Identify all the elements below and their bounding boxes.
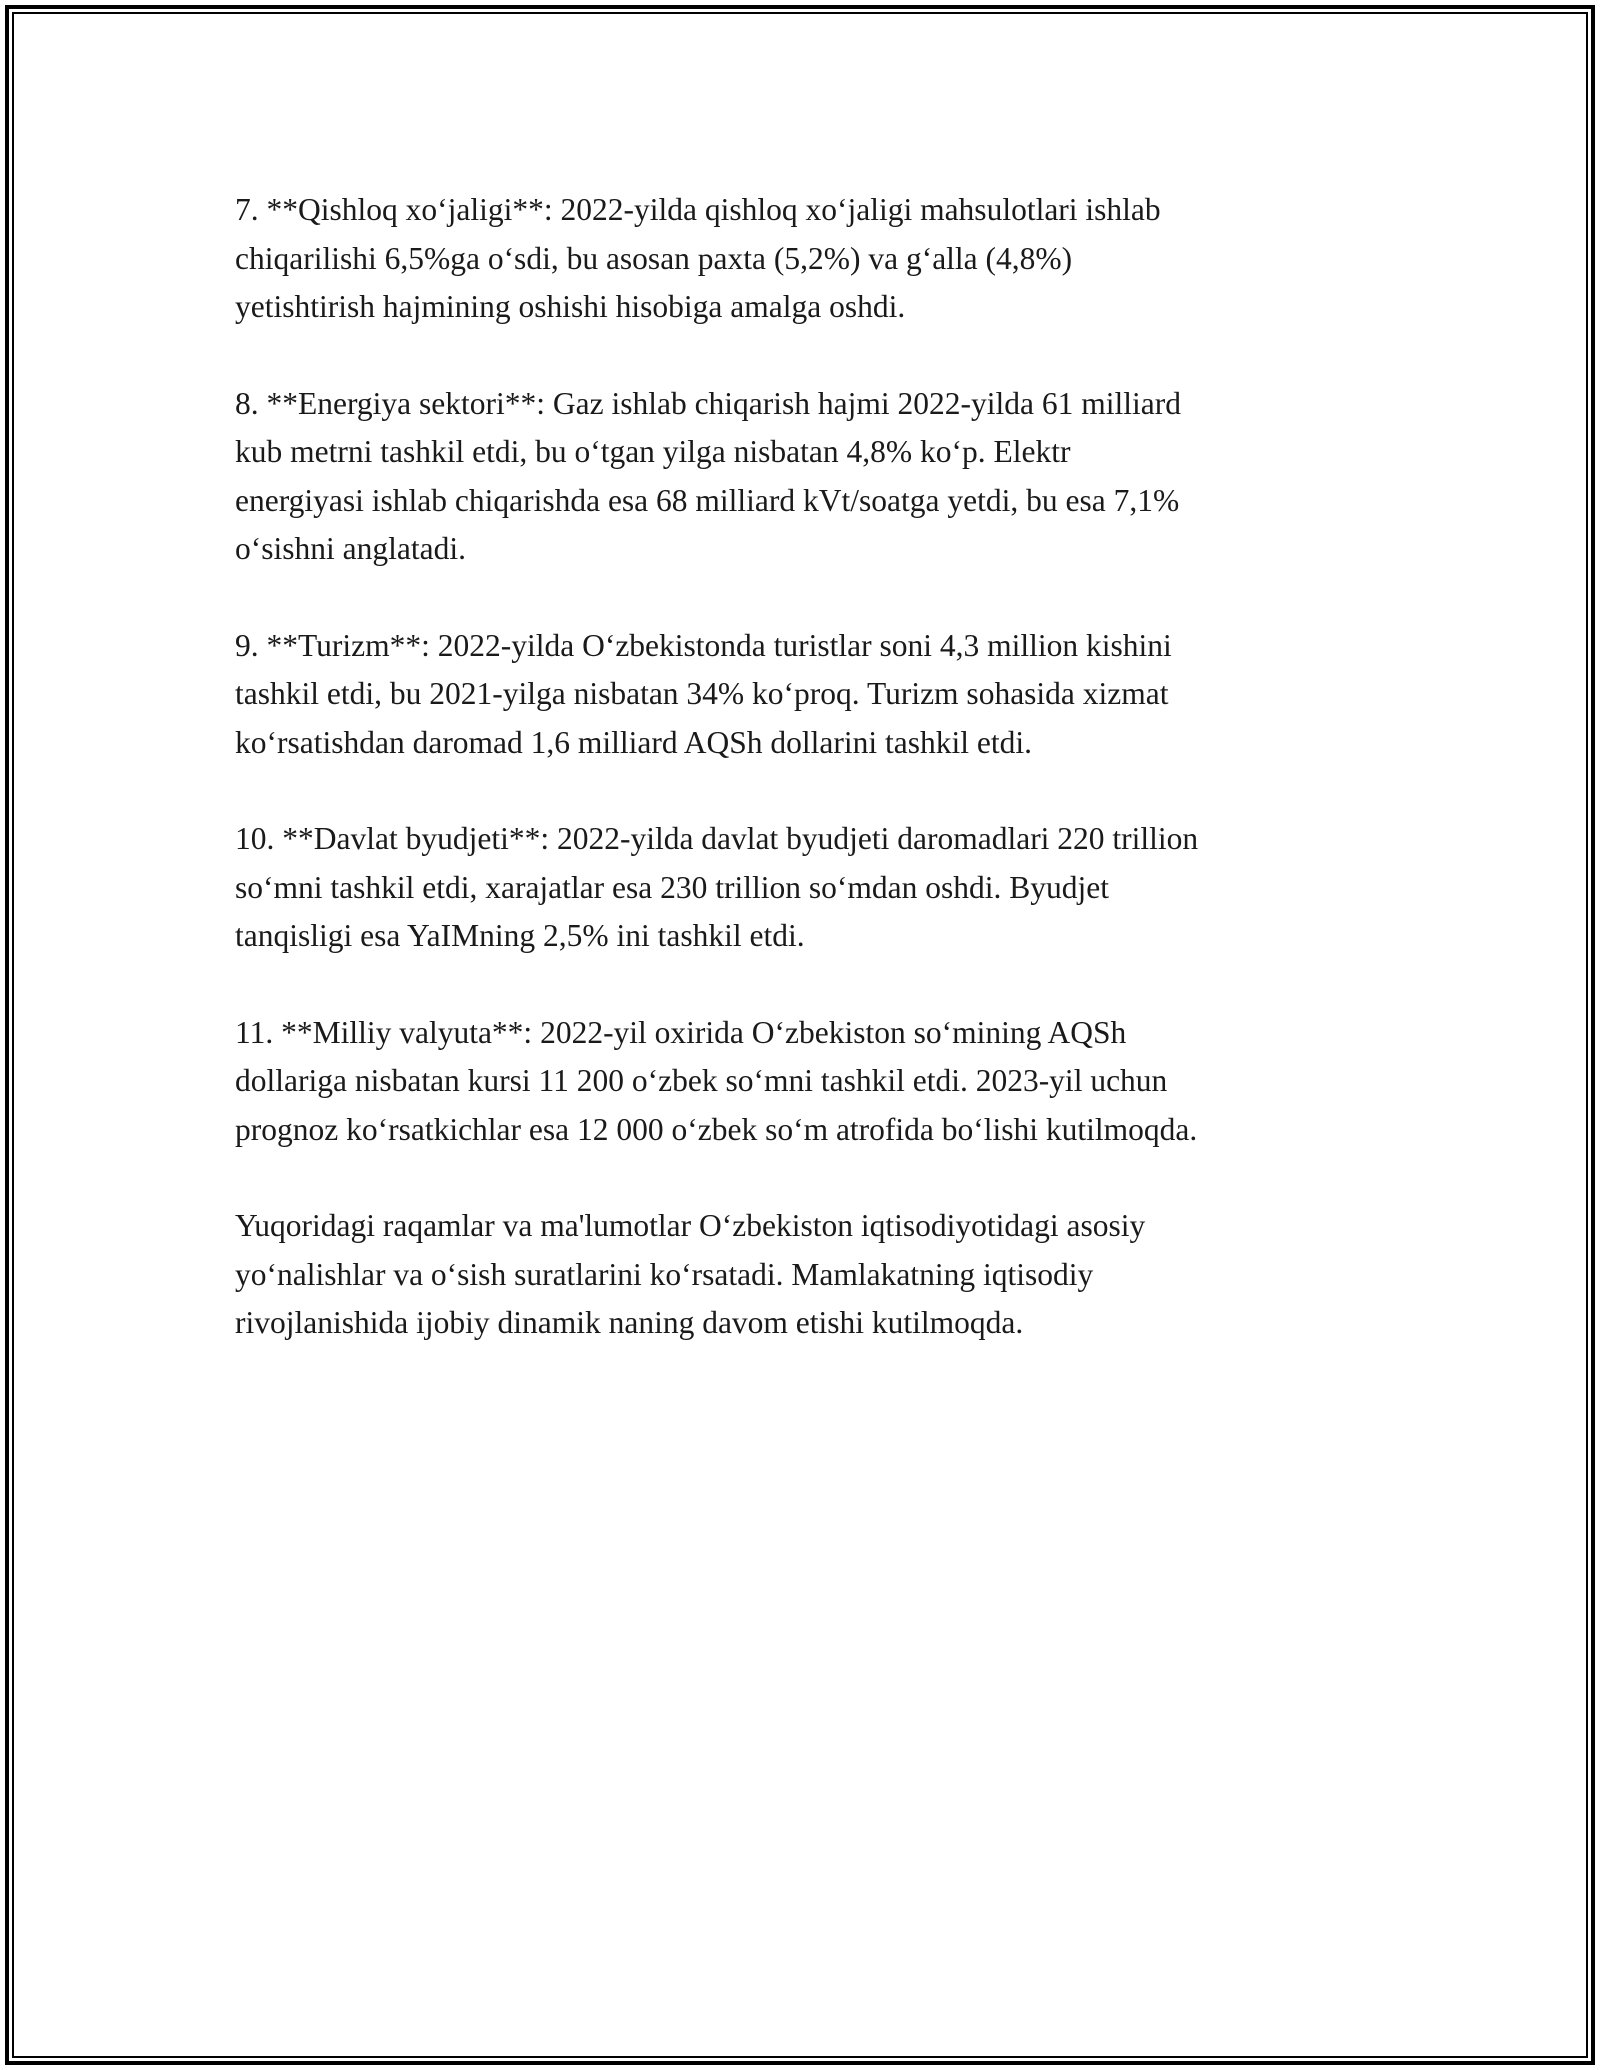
paragraph-agriculture: 7. **Qishloq xo‘jaligi**: 2022-yilda qishloq xo‘jaligi mahsulotlari ishlab chiqarilishi 6,5%ga o‘sdi, bu asosan paxta (5,2%) va g‘alla (4,8%) yetishtirish hajmining oshishi hisobiga amalga oshdi. [235,192,1161,324]
paragraph-energy-sector: 8. **Energiya sektori**: Gaz ishlab chiqarish hajmi 2022-yilda 61 milliard kub metrni tashkil etdi, bu o‘tgan yilga nisbatan 4,8% ko‘p. Elektr energiyasi ishlab chiqarishda esa 68 milliard kVt/soatga yetdi, bu esa 7,1% o‘sishni anglatadi. [235,385,1181,566]
paragraph-national-currency: 11. **Milliy valyuta**: 2022-yil oxirida O‘zbekiston so‘mining AQSh dollariga nisbatan kursi 11 200 o‘zbek so‘mni tashkil etdi. 2023-yil uchun prognoz ko‘rsatkichlar esa 12 000 o‘zbek so‘m atrofida bo‘lishi kutilmoqda. [235,1014,1198,1147]
paragraph-state-budget: 10. **Davlat byudjeti**: 2022-yilda davlat byudjeti daromadlari 220 trillion so‘mni tashkil etdi, xarajatlar esa 230 trillion so‘mdan oshdi. Byudjet tanqisligi esa YaIMning 2,5% ini tashkil etdi. [235,821,1199,953]
document-body [235,186,1375,1396]
paragraph-conclusion: Yuqoridagi raqamlar va ma'lumotlar O‘zbekiston iqtisodiyotidagi asosiy yo‘nalishlar va o‘sish suratlarini ko‘rsatadi. Mamlakatning iqtisodiy rivojlanishida ijobiy dinamik naning davom etishi kutilmoqda. [235,1208,1146,1340]
paragraph-tourism: 9. **Turizm**: 2022-yilda O‘zbekistonda turistlar soni 4,3 million kishini tashkil etdi, bu 2021-yilga nisbatan 34% ko‘proq. Turizm sohasida xizmat ko‘rsatishdan daromad 1,6 milliard AQSh dollarini tashkil etdi. [235,627,1172,760]
